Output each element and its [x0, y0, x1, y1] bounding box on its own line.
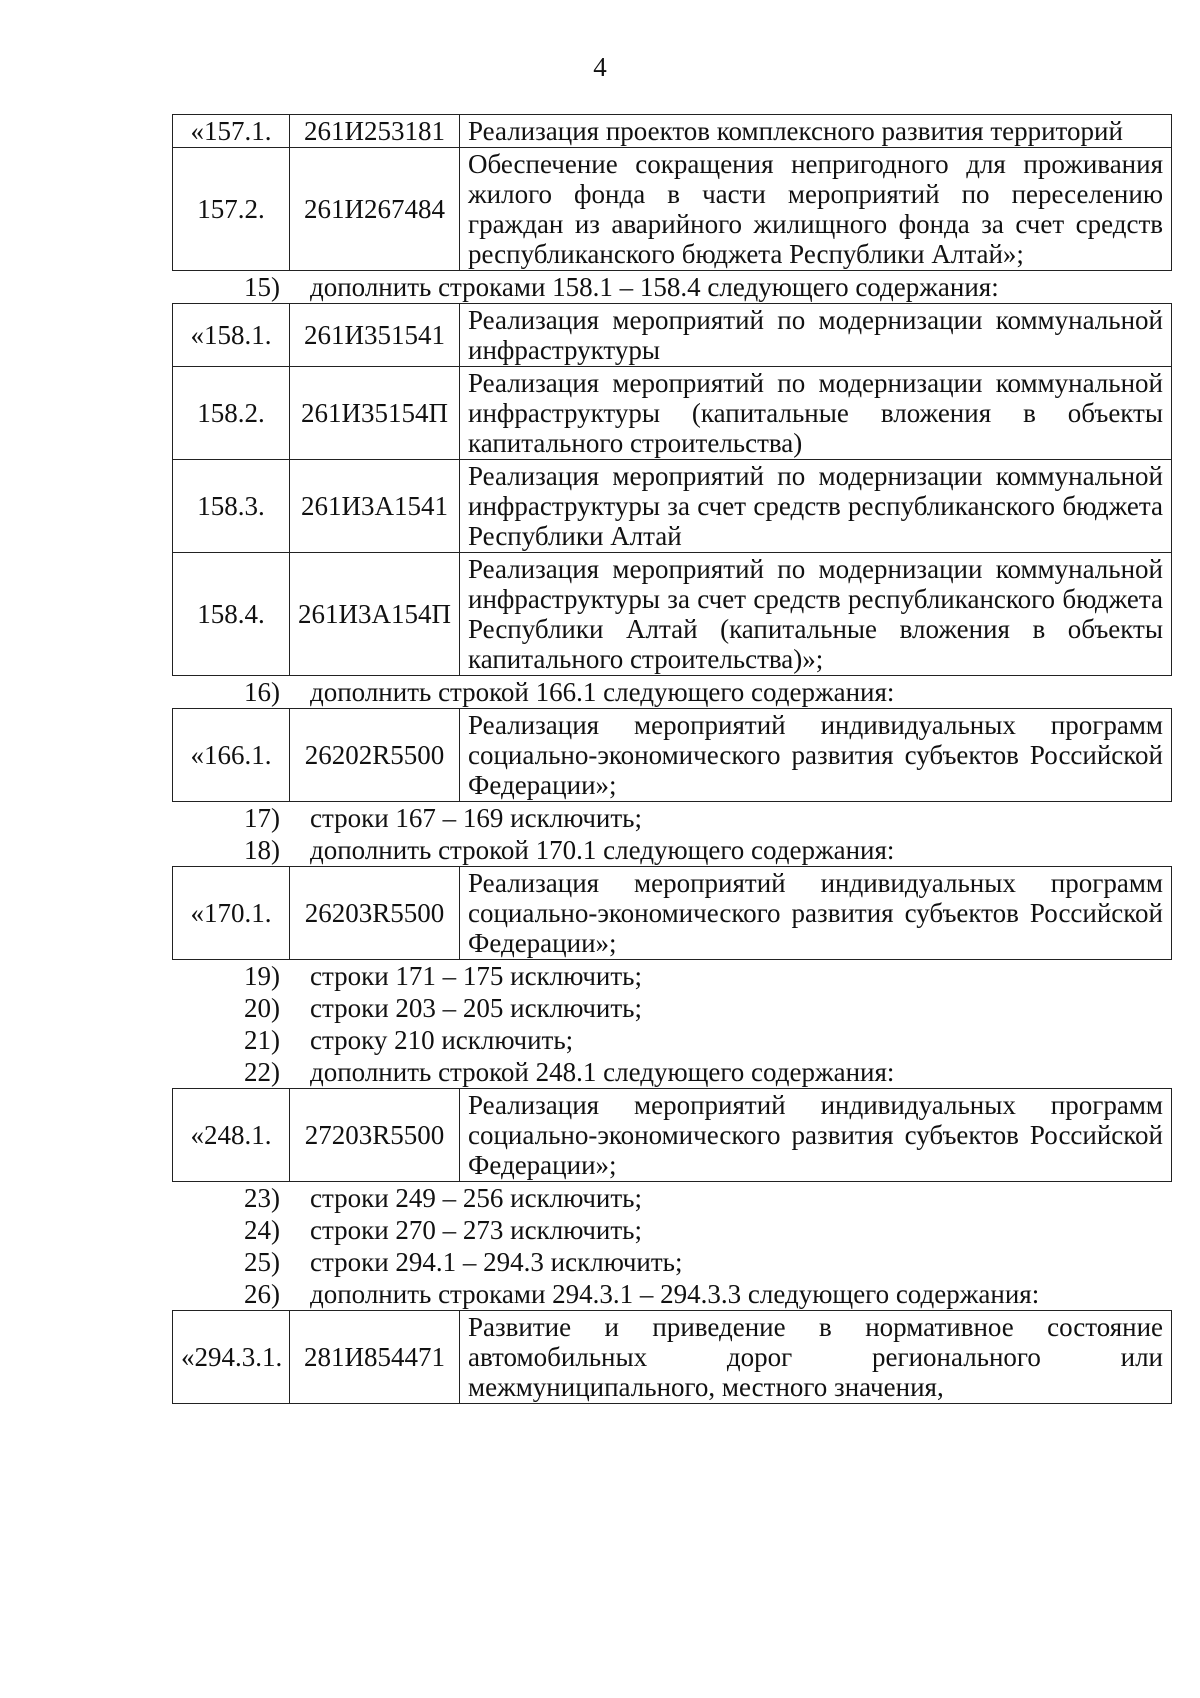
amendment-number: 19): [244, 961, 280, 991]
amendment-item: [172, 1024, 1172, 1056]
amendment-number: 23): [244, 1183, 280, 1213]
amendment-number: 18): [244, 835, 280, 865]
table-row: [173, 1089, 1172, 1182]
amendment-item: [172, 802, 1172, 834]
row-number-cell: 158.3.: [173, 460, 290, 553]
amendment-text: дополнить строками 294.3.1 – 294.3.3 следующего содержания:: [310, 1279, 1040, 1309]
row-number-cell: 158.2.: [173, 367, 290, 460]
description-cell: Реализация мероприятий по модернизации коммунальной инфраструктуры за счет средств республиканского бюджета Республики Алтай: [460, 460, 1172, 553]
amendment-text: строки 171 – 175 исключить;: [310, 961, 642, 991]
budget-code-table: [172, 866, 1172, 960]
amendment-item: [172, 960, 1172, 992]
row-number-cell: «157.1.: [173, 115, 290, 148]
budget-code-table: [172, 1310, 1172, 1404]
description-cell: Реализация мероприятий индивидуальных программ социально-экономического развития субъектов Российской Федерации»;: [460, 867, 1172, 960]
amendment-number: 21): [244, 1025, 280, 1055]
document-body: [172, 114, 1172, 1404]
table-row: [173, 1311, 1172, 1404]
budget-code-table: [172, 1088, 1172, 1182]
code-cell: 261И3А1541: [290, 460, 460, 553]
amendment-item: [172, 992, 1172, 1024]
amendment-text: дополнить строкой 248.1 следующего содержания:: [310, 1057, 895, 1087]
amendment-text: строки 270 – 273 исключить;: [310, 1215, 642, 1245]
page-number: 4: [593, 52, 607, 82]
amendment-item: [172, 1246, 1172, 1278]
row-number-cell: 157.2.: [173, 148, 290, 271]
amendment-number: 16): [244, 677, 280, 707]
description-cell: Реализация мероприятий по модернизации коммунальной инфраструктуры за счет средств республиканского бюджета Республики Алтай (капитальные вложения в объекты капитального строительства)»;: [460, 553, 1172, 676]
amendment-text: строки 167 – 169 исключить;: [310, 803, 642, 833]
amendment-text: строки 203 – 205 исключить;: [310, 993, 642, 1023]
budget-code-table: [172, 303, 1172, 676]
amendment-text: строку 210 исключить;: [310, 1025, 574, 1055]
amendment-text: строки 294.1 – 294.3 исключить;: [310, 1247, 683, 1277]
description-cell: Реализация мероприятий по модернизации коммунальной инфраструктуры (капитальные вложения в объекты капитального строительства): [460, 367, 1172, 460]
amendment-item: [172, 271, 1172, 303]
code-cell: 261И267484: [290, 148, 460, 271]
code-cell: 26202R5500: [290, 709, 460, 802]
amendment-item: [172, 1278, 1172, 1310]
amendment-item: [172, 676, 1172, 708]
table-row: [173, 304, 1172, 367]
amendment-number: 25): [244, 1247, 280, 1277]
code-cell: 27203R5500: [290, 1089, 460, 1182]
amendment-text: дополнить строкой 170.1 следующего содержания:: [310, 835, 895, 865]
table-row: [173, 867, 1172, 960]
code-cell: 261И35154П: [290, 367, 460, 460]
budget-code-table: [172, 114, 1172, 271]
code-cell: 281И854471: [290, 1311, 460, 1404]
description-cell: Реализация мероприятий индивидуальных программ социально-экономического развития субъектов Российской Федерации»;: [460, 709, 1172, 802]
amendment-number: 24): [244, 1215, 280, 1245]
amendment-number: 22): [244, 1057, 280, 1087]
amendment-item: [172, 1214, 1172, 1246]
row-number-cell: 158.4.: [173, 553, 290, 676]
code-cell: 261И351541: [290, 304, 460, 367]
row-number-cell: «170.1.: [173, 867, 290, 960]
amendment-text: строки 249 – 256 исключить;: [310, 1183, 642, 1213]
amendment-number: 17): [244, 803, 280, 833]
table-row: [173, 553, 1172, 676]
amendment-number: 20): [244, 993, 280, 1023]
amendment-number: 26): [244, 1279, 280, 1309]
amendment-number: 15): [244, 272, 280, 302]
amendment-item: [172, 1182, 1172, 1214]
table-row: [173, 367, 1172, 460]
row-number-cell: «248.1.: [173, 1089, 290, 1182]
amendment-text: дополнить строкой 166.1 следующего содержания:: [310, 677, 895, 707]
amendment-text: дополнить строками 158.1 – 158.4 следующего содержания:: [310, 272, 999, 302]
table-row: [173, 709, 1172, 802]
description-cell: Обеспечение сокращения непригодного для проживания жилого фонда в части мероприятий по переселению граждан из аварийного жилищного фонда за счет средств республиканского бюджета Республики Алтай»;: [460, 148, 1172, 271]
code-cell: 26203R5500: [290, 867, 460, 960]
row-number-cell: «166.1.: [173, 709, 290, 802]
table-row: [173, 115, 1172, 148]
description-cell: Реализация проектов комплексного развития территорий: [460, 115, 1172, 148]
amendment-item: [172, 1056, 1172, 1088]
amendment-item: [172, 834, 1172, 866]
description-cell: Реализация мероприятий индивидуальных программ социально-экономического развития субъектов Российской Федерации»;: [460, 1089, 1172, 1182]
description-cell: Развитие и приведение в нормативное состояние автомобильных дорог регионального или межмуниципального, местного значения,: [460, 1311, 1172, 1404]
table-row: [173, 148, 1172, 271]
code-cell: 261И3А154П: [290, 553, 460, 676]
budget-code-table: [172, 708, 1172, 802]
row-number-cell: «158.1.: [173, 304, 290, 367]
table-row: [173, 460, 1172, 553]
code-cell: 261И253181: [290, 115, 460, 148]
row-number-cell: «294.3.1.: [173, 1311, 290, 1404]
description-cell: Реализация мероприятий по модернизации коммунальной инфраструктуры: [460, 304, 1172, 367]
